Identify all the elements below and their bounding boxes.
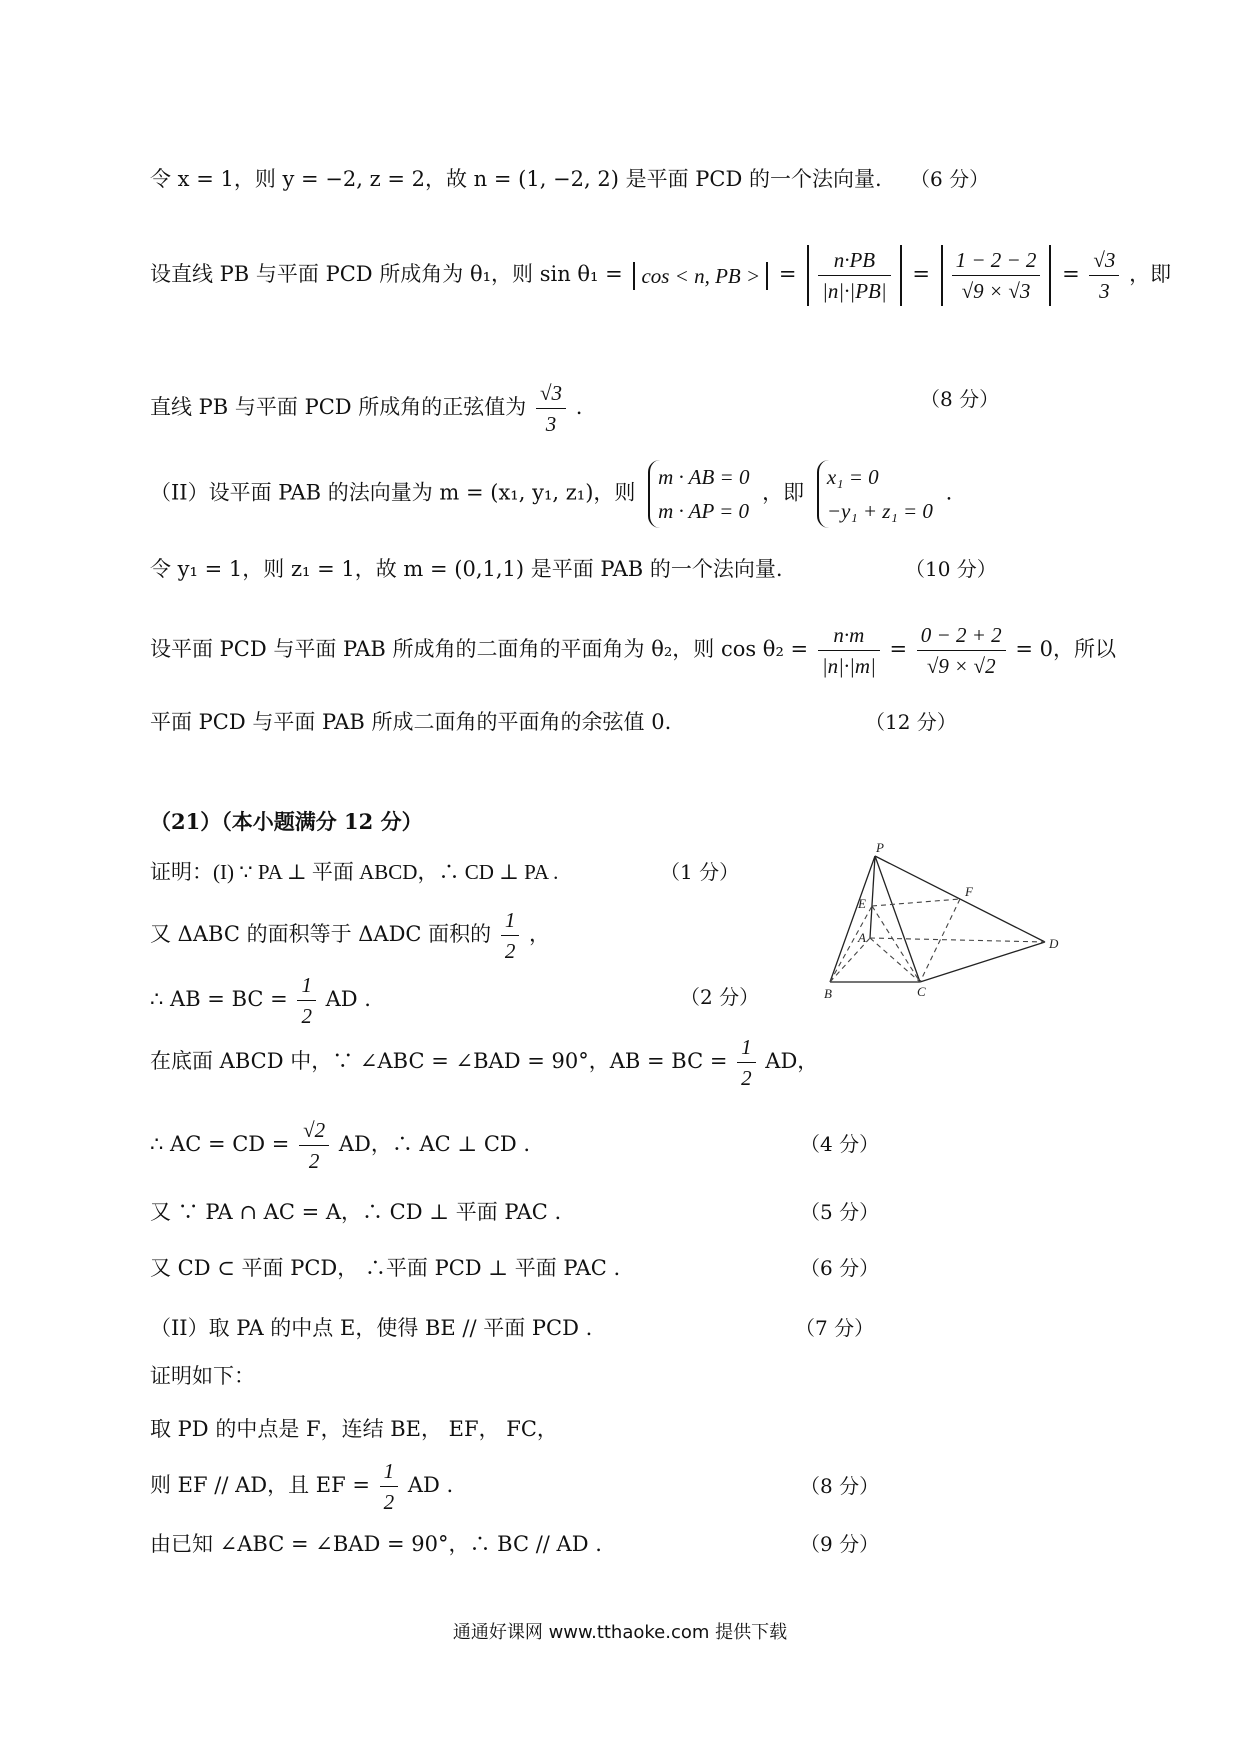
fraction-1: $\frac{n\cdot m}{|n|\cdot|m|}$ bbox=[818, 620, 880, 681]
edge-CD bbox=[920, 942, 1045, 982]
fraction-1: $\frac{n\cdot PB}{|n|\cdot|PB|}$ bbox=[818, 245, 891, 306]
text: 令 x = 1，则 y = −2, z = 2，故 n = (1, −2, 2) 是平面 PCD 的一个法向量. bbox=[150, 167, 882, 191]
score-8: （8 分） bbox=[920, 387, 1000, 411]
proof-line-2: 又 ΔABC 的面积等于 ΔADC 面积的 $\frac{1}{2}$ ， bbox=[150, 905, 550, 966]
score-12: （12 分） bbox=[865, 710, 957, 734]
equation-system-2: x₁ = 0 −y₁ + z₁ = 0 bbox=[817, 460, 933, 528]
proof-line-8: （II）取 PA 的中点 E，使得 BE // 平面 PCD . bbox=[150, 1316, 593, 1340]
proof-line-12: 由已知 ∠ABC = ∠BAD = 90°，∴ BC // AD . bbox=[150, 1532, 602, 1556]
line-normal-vector-pab bbox=[150, 460, 952, 528]
text-pre: 直线 PB 与平面 PCD 所成角的正弦值为 bbox=[150, 395, 527, 419]
proof-line-4: 在底面 ABCD 中，∵ ∠ABC = ∠BAD = 90°，AB = BC = $\frac{1}{2}$ AD， bbox=[150, 1032, 818, 1093]
score-4: （4 分） bbox=[800, 1132, 880, 1156]
line-sine-value bbox=[150, 378, 582, 439]
line-m-vector bbox=[150, 555, 783, 583]
text-mid: ，即 bbox=[762, 480, 805, 505]
segment-EF bbox=[872, 899, 960, 906]
label-A: A bbox=[858, 930, 866, 945]
fraction: $\frac{√3}{3}$ bbox=[536, 378, 566, 439]
score-6: （6 分） bbox=[910, 167, 990, 191]
text-pre: 设平面 PCD 与平面 PAB 所成角的二面角的平面角为 θ₂，则 cos θ₂ = bbox=[150, 637, 809, 661]
fraction: $\frac{1}{2}$ bbox=[737, 1032, 756, 1093]
proof-line-3: ∴ AB = BC = $\frac{1}{2}$ AD . bbox=[150, 970, 371, 1031]
label-P: P bbox=[876, 840, 884, 855]
edge-PB bbox=[830, 856, 875, 982]
line-normal-vector-pcd bbox=[150, 165, 882, 193]
fraction-2: $\frac{0 - 2 + 2}{√9 \times √2}$ bbox=[917, 620, 1006, 681]
pyramid-diagram bbox=[820, 840, 1070, 1010]
label-F: F bbox=[965, 884, 973, 899]
text-post: ，即 bbox=[1129, 262, 1172, 286]
segment-EC bbox=[872, 906, 920, 982]
score-9: （9 分） bbox=[800, 1532, 880, 1556]
score-2: （2 分） bbox=[680, 985, 760, 1009]
text: 令 y₁ = 1，则 z₁ = 1，故 m = (0,1,1) 是平面 PAB 的一个法向量. bbox=[150, 557, 783, 581]
label-C: C bbox=[917, 984, 926, 999]
pyramid-figure bbox=[820, 840, 1070, 1014]
line-cos-theta2: 设平面 PCD 与平面 PAB 所成角的二面角的平面角为 θ₂，则 cos θ₂ = $\frac{n\cdot m}{|n|\cdot|m|}$ = $\frac{0 - 2 + 2}{√9 \times √2}$ = 0，所以 bbox=[150, 620, 1116, 681]
fraction: $\frac{1}{2}$ bbox=[297, 970, 316, 1031]
text-pre: 设直线 PB 与平面 PCD 所成角为 θ₁，则 sin θ₁ = bbox=[150, 262, 623, 286]
label-B: B bbox=[824, 986, 832, 1001]
score-7: （7 分） bbox=[795, 1316, 875, 1340]
equation-system-1: m · AB = 0 m · AP = 0 bbox=[648, 460, 749, 528]
score-5: （5 分） bbox=[800, 1200, 880, 1224]
label-D: D bbox=[1049, 936, 1059, 951]
text-pre: （II）设平面 PAB 的法向量为 m = (x₁, y₁, z₁)，则 bbox=[150, 480, 636, 505]
text: 平面 PCD 与平面 PAB 所成二面角的平面角的余弦值 0. bbox=[150, 710, 672, 734]
fraction: $\frac{1}{2}$ bbox=[501, 905, 520, 966]
label-E: E bbox=[858, 896, 866, 911]
fraction: $\frac{1}{2}$ bbox=[380, 1456, 399, 1517]
line-cos-value bbox=[150, 708, 671, 736]
segment-FC bbox=[920, 899, 960, 982]
fraction: $\frac{√2}{2}$ bbox=[299, 1115, 329, 1176]
problem-heading: （21）（本小题满分 12 分） bbox=[150, 809, 423, 834]
proof-line-11: 则 EF // AD，且 EF = $\frac{1}{2}$ AD . bbox=[150, 1456, 453, 1517]
proof-line-1: 证明：(I) ∵ PA ⊥ 平面 ABCD，∴ CD ⊥ PA . bbox=[150, 860, 559, 884]
text-post: . bbox=[945, 480, 953, 505]
proof-line-6: 又 ∵ PA ∩ AC = A，∴ CD ⊥ 平面 PAC . bbox=[150, 1200, 562, 1224]
text-post: . bbox=[575, 395, 583, 419]
line-sin-theta1: 设直线 PB 与平面 PCD 所成角为 θ₁，则 sin θ₁ = cos < n, PB > = $\frac{n\cdot PB}{|n|\cdot|PB|}$ = $\frac{1 - 2 - 2}{√9 \times √3}$ = $\frac{√3}{3}$ ，即 bbox=[150, 245, 1171, 306]
text-post: = 0，所以 bbox=[1015, 637, 1116, 661]
fraction-3: $\frac{√3}{3}$ bbox=[1089, 245, 1119, 306]
score-8b: （8 分） bbox=[800, 1474, 880, 1498]
proof-line-7: 又 CD ⊂ 平面 PCD， ∴平面 PCD ⊥ 平面 PAC . bbox=[150, 1256, 621, 1280]
abs-cos: cos < n, PB > bbox=[633, 262, 768, 290]
proof-line-5: ∴ AC = CD = $\frac{√2}{2}$ AD，∴ AC ⊥ CD . bbox=[150, 1115, 530, 1176]
score-1: （1 分） bbox=[660, 860, 740, 884]
score-6b: （6 分） bbox=[800, 1256, 880, 1280]
proof-line-10: 取 PD 的中点是 F，连结 BE， EF， FC， bbox=[150, 1417, 558, 1441]
edge-AD-hidden bbox=[870, 938, 1045, 942]
score-10: （10 分） bbox=[905, 557, 997, 581]
footer-source: 通通好课网 www.tthaoke.com 提供下载 bbox=[452, 1622, 788, 1643]
proof-line-9: 证明如下： bbox=[150, 1364, 255, 1388]
fraction-2: $\frac{1 - 2 - 2}{√9 \times √3}$ bbox=[952, 245, 1041, 306]
